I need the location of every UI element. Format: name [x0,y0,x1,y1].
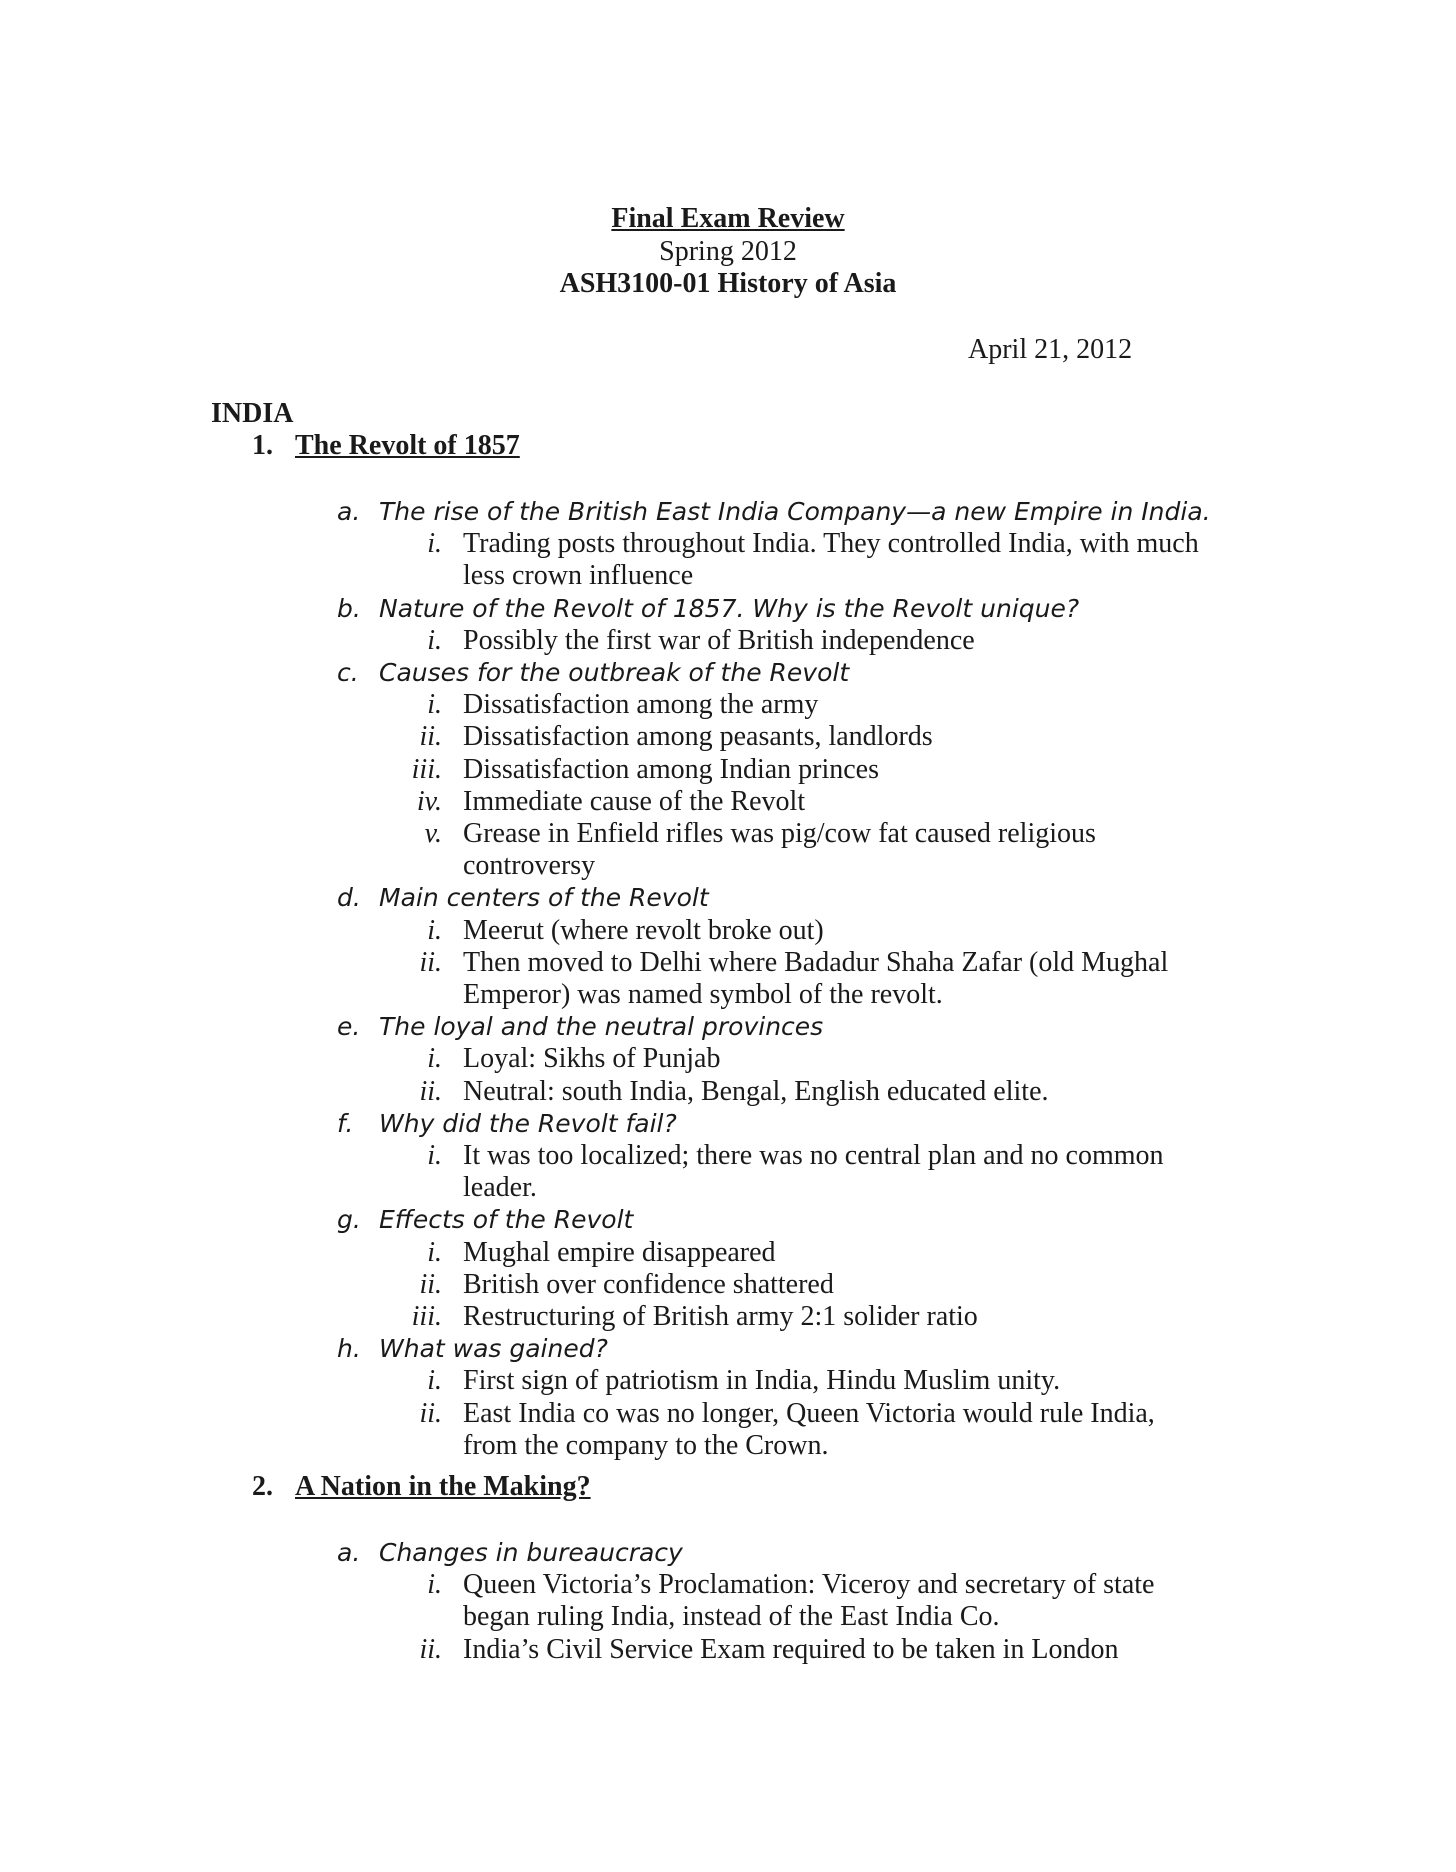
subitem-text: Meerut (where revolt broke out) [463,914,824,946]
item-heading: Causes for the outbreak of the Revolt [379,658,850,687]
subitem-text-continued: controversy [463,850,596,882]
topic-number: 2. [252,1471,273,1502]
subitem-text-continued: from the company to the Crown. [463,1429,829,1461]
subitem-text: Possibly the first war of British independence [463,624,975,656]
subitem-text: Dissatisfaction among peasants, landlords [463,721,933,753]
item-letter: h. [337,1334,361,1364]
subitem-text: Loyal: Sikhs of Punjab [463,1043,721,1075]
subitem-text: Trading posts throughout India. They controlled India, with much [463,528,1199,560]
subitem-text-continued: Emperor) was named symbol of the revolt. [463,979,943,1010]
subitem-number: ii. [419,946,442,978]
subitem-text: Neutral: south India, Bengal, English educated elite. [463,1075,1049,1107]
subitem-number: i. [427,1043,442,1075]
subitem-text: First sign of patriotism in India, Hindu Muslim unity. [463,1365,1061,1397]
item-heading: Nature of the Revolt of 1857. Why is the Revolt unique? [379,593,1080,623]
subitem-number: iii. [411,1301,442,1332]
item-heading: What was gained? [379,1334,608,1364]
subitem-number: i. [427,1569,442,1601]
subitem-text: India’s Civil Service Exam required to be taken in London [463,1633,1119,1665]
doc-title: Final Exam Review [611,203,845,234]
subitem-number: i. [427,528,442,560]
doc-date: April 21, 2012 [968,334,1133,365]
item-heading: Changes in bureaucracy [379,1538,683,1567]
topic-title: The Revolt of 1857 [295,430,520,461]
subitem-number: ii. [419,1633,442,1665]
subitem-text-continued: less crown influence [463,560,694,592]
item-letter: f. [337,1108,354,1138]
subitem-text: Mughal empire disappeared [463,1236,776,1268]
subitem-number: v. [424,818,442,849]
subitem-text: Immediate cause of the Revolt [463,785,806,817]
subitem-number: i. [427,1140,442,1171]
subitem-text: Dissatisfaction among the army [463,689,819,721]
subitem-text: Dissatisfaction among Indian princes [463,753,880,785]
item-letter: a. [337,497,361,526]
section-heading: INDIA [211,398,294,429]
doc-course: ASH3100-01 History of Asia [559,268,897,299]
item-letter: c. [337,658,359,687]
subitem-number: i. [427,1236,442,1268]
subitem-number: iii. [411,753,442,785]
subitem-text: East India co was no longer, Queen Victoria would rule India, [463,1397,1155,1429]
item-heading: The rise of the British East India Company—a new Empire in India. [379,497,1211,526]
item-letter: d. [337,883,361,913]
subitem-number: i. [427,1365,442,1397]
subitem-text: Then moved to Delhi where Badadur Shaha Zafar (old Mughal [463,946,1169,978]
subitem-text-continued: leader. [463,1172,537,1204]
subitem-text: Restructuring of British army 2:1 solider ratio [463,1301,978,1332]
item-letter: a. [337,1538,361,1567]
subitem-number: ii. [419,1268,442,1300]
item-letter: b. [337,593,361,623]
subitem-text: It was too localized; there was no central plan and no common [463,1140,1164,1171]
subitem-number: ii. [419,1075,442,1107]
topic-number: 1. [252,430,273,461]
item-heading: The loyal and the neutral provinces [379,1012,824,1042]
item-heading: Effects of the Revolt [379,1205,634,1235]
subitem-number: ii. [419,721,442,753]
item-letter: g. [337,1205,361,1235]
topic-title: A Nation in the Making? [295,1471,591,1502]
item-heading: Why did the Revolt fail? [379,1108,677,1138]
subitem-number: ii. [419,1397,442,1429]
subitem-number: i. [427,624,442,656]
subitem-text-continued: began ruling India, instead of the East India Co. [463,1601,1000,1633]
subitem-text: British over confidence shattered [463,1268,834,1300]
subitem-number: i. [427,689,442,721]
subitem-number: i. [427,914,442,946]
item-letter: e. [337,1012,361,1042]
item-heading: Main centers of the Revolt [379,883,709,913]
subitem-text: Queen Victoria’s Proclamation: Viceroy and secretary of state [463,1569,1155,1601]
doc-term: Spring 2012 [659,236,797,267]
subitem-number: iv. [416,785,442,817]
subitem-text: Grease in Enfield rifles was pig/cow fat caused religious [463,818,1096,849]
